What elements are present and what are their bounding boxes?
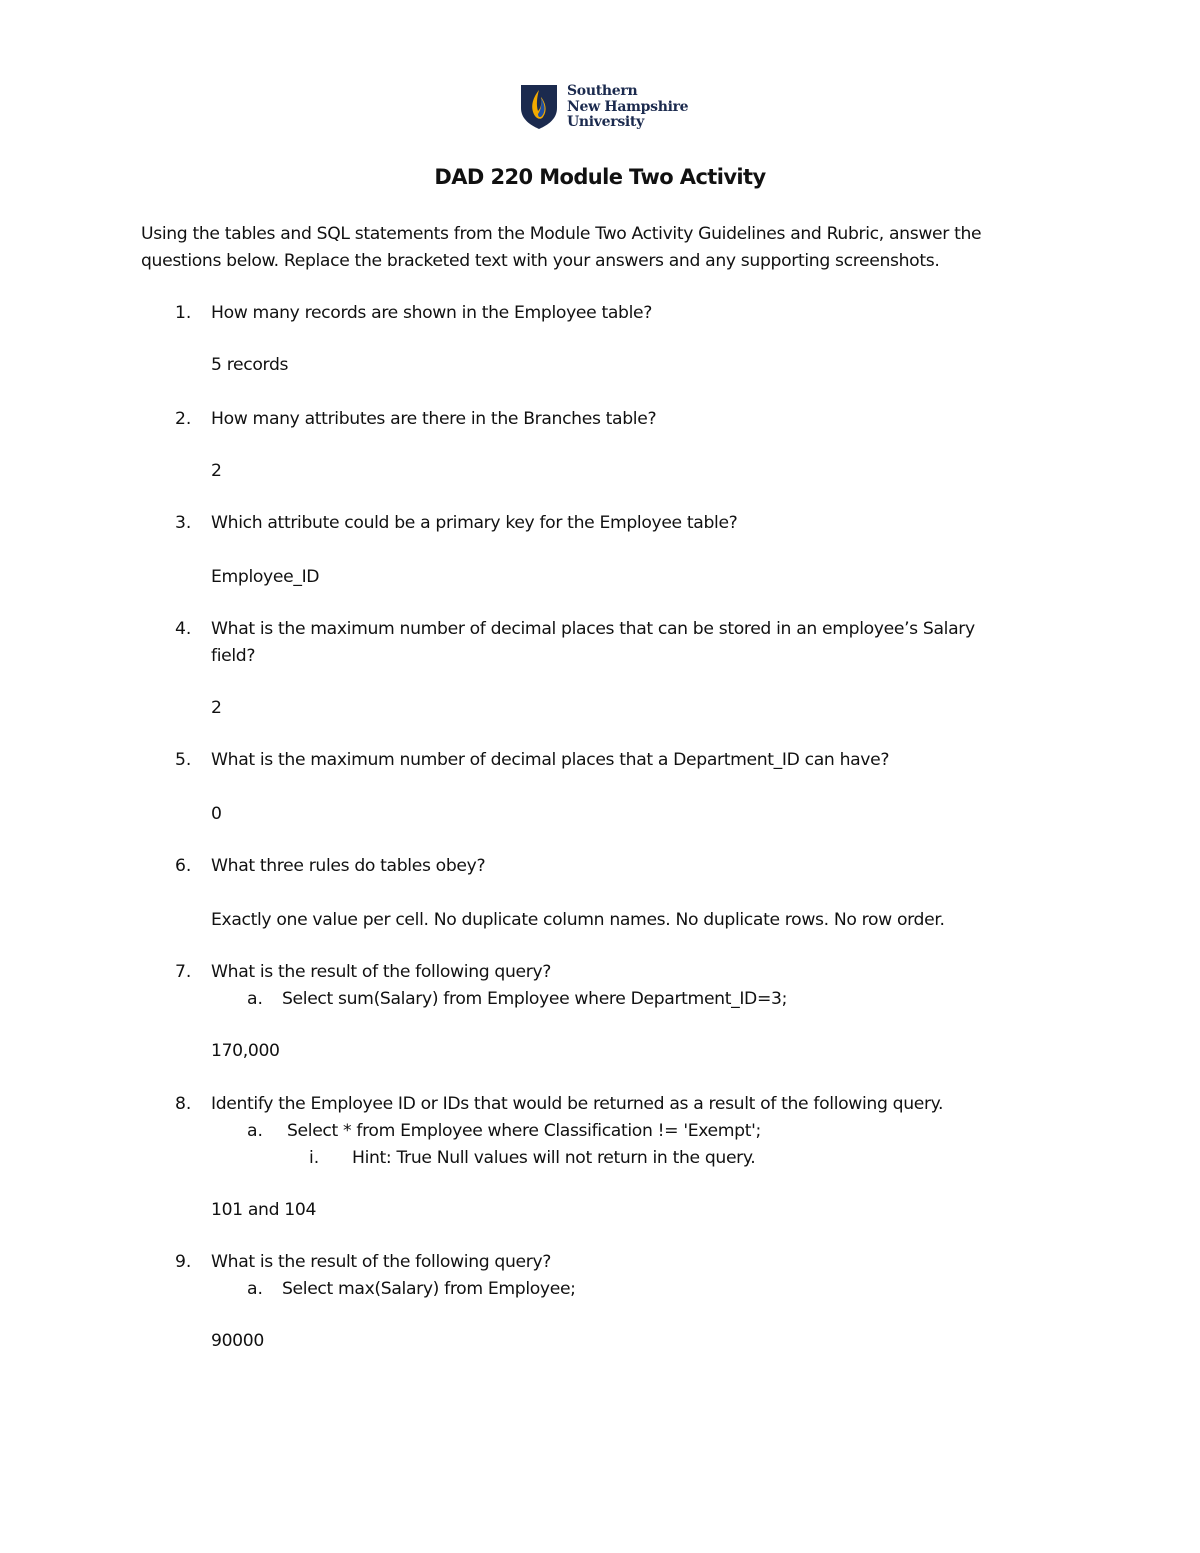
logo-line-2: New Hampshire (567, 98, 689, 115)
question-number: 3. (175, 513, 192, 533)
question-text: What is the maximum number of decimal places that a Department_ID can have? (211, 750, 890, 770)
answer-text: 5 records (211, 355, 289, 375)
intro-line-1: Using the tables and SQL statements from the Module Two Activity Guidelines and Rubric, answer the (141, 224, 982, 244)
question-number: 5. (175, 750, 192, 770)
answer-text: 170,000 (211, 1041, 280, 1061)
answer-text: 0 (211, 804, 222, 824)
answer-text: 2 (211, 698, 222, 718)
answer-text: Exactly one value per cell. No duplicate column names. No duplicate rows. No row order. (211, 910, 945, 930)
question-text-line-2: field? (211, 646, 256, 666)
sub-item-label: a. (247, 1279, 263, 1299)
sql-query-text: Select * from Employee where Classification != 'Exempt'; (287, 1121, 761, 1141)
question-number: 2. (175, 409, 192, 429)
question-number: 8. (175, 1094, 192, 1114)
question-number: 9. (175, 1252, 192, 1272)
sql-query-text: Select sum(Salary) from Employee where Department_ID=3; (282, 989, 788, 1009)
question-number: 1. (175, 303, 192, 323)
question-text: What is the result of the following query? (211, 1252, 552, 1272)
question-text: How many records are shown in the Employee table? (211, 303, 653, 323)
answer-text: 90000 (211, 1331, 264, 1351)
intro-line-2: questions below. Replace the bracketed text with your answers and any supporting screenshots. (141, 251, 940, 271)
hint-text: Hint: True Null values will not return in the query. (352, 1148, 756, 1168)
question-text: What is the result of the following query? (211, 962, 552, 982)
shield-flame-icon (519, 84, 559, 130)
question-text-line-1: What is the maximum number of decimal places that can be stored in an employee’s Salary (211, 619, 975, 639)
university-logo (519, 84, 688, 131)
logo-wordmark (567, 84, 688, 131)
question-number: 7. (175, 962, 192, 982)
logo-line-1: Southern (567, 83, 638, 99)
document-title: DAD 220 Module Two Activity (434, 165, 766, 189)
question-number: 6. (175, 856, 192, 876)
sub-item-label: a. (247, 1121, 263, 1141)
answer-text: 2 (211, 461, 222, 481)
answer-text: 101 and 104 (211, 1200, 317, 1220)
question-text: How many attributes are there in the Branches table? (211, 409, 657, 429)
hint-label: i. (309, 1148, 320, 1168)
sql-query-text: Select max(Salary) from Employee; (282, 1279, 576, 1299)
sub-item-label: a. (247, 989, 263, 1009)
question-text: What three rules do tables obey? (211, 856, 486, 876)
logo-line-3: University (567, 114, 644, 130)
question-text: Identify the Employee ID or IDs that would be returned as a result of the following query. (211, 1094, 944, 1114)
question-number: 4. (175, 619, 192, 639)
question-text: Which attribute could be a primary key for the Employee table? (211, 513, 738, 533)
answer-text: Employee_ID (211, 567, 320, 587)
